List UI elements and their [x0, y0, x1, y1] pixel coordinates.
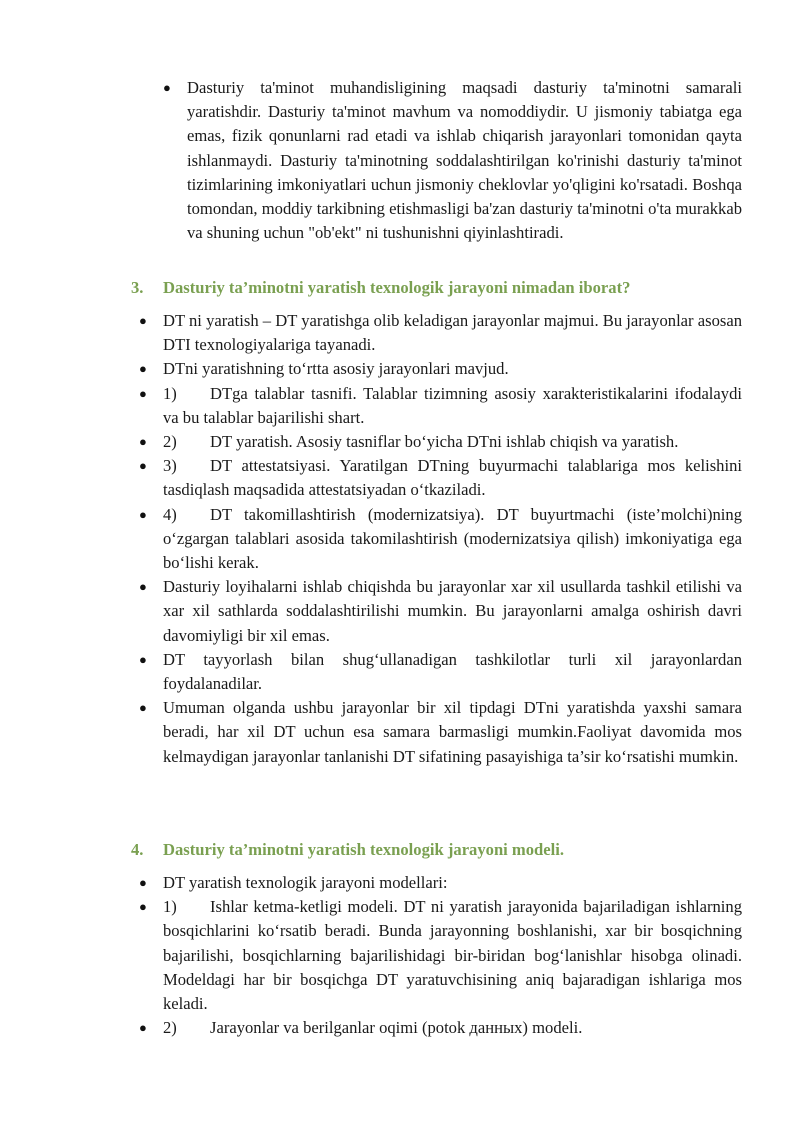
list-item	[139, 575, 742, 648]
list-item-text: DT yaratish. Asosiy tasniflar bo‘yicha DTni ishlab chiqish va yaratish.	[210, 432, 679, 452]
section-3-number: 3.	[131, 278, 144, 297]
section-4-list	[139, 871, 742, 1040]
list-item	[139, 382, 742, 430]
list-item	[139, 871, 742, 895]
bullet-icon: ●	[139, 899, 147, 915]
list-item	[163, 76, 742, 245]
section-4-heading	[131, 838, 751, 862]
bullet-icon: ●	[139, 700, 147, 716]
list-item	[139, 648, 742, 696]
intro-list	[163, 76, 742, 245]
bullet-icon: ●	[139, 458, 147, 474]
list-item-text: DTni yaratishning to‘rtta asosiy jarayonlari mavjud.	[163, 359, 509, 379]
list-item	[139, 895, 742, 1016]
list-item-number: 1)	[163, 897, 177, 917]
list-item	[139, 503, 742, 576]
bullet-icon: ●	[139, 651, 147, 667]
list-item-text: DT ni yaratish – DT yaratishga olib keladigan jarayonlar majmui. Bu jarayonlar asosan DTI texnologiyalariga tayanadi.	[163, 311, 742, 355]
bullet-icon: ●	[139, 361, 147, 377]
list-item-text: DT takomillashtirish (modernizatsiya). DT buyurtmachi (iste’molchi)ning o‘zgargan talablari asosida takomilashtirish (modernizatsiya qilish) imkoniyatiga ega bo‘lishi kerak.	[163, 504, 742, 573]
list-item	[139, 696, 742, 769]
bullet-icon: ●	[139, 875, 147, 890]
list-item-number: 2)	[163, 1018, 177, 1038]
list-item-text: Dasturiy loyihalarni ishlab chiqishda bu jarayonlar xar xil usullarda tashkil etilishi va xar xil sathlarda soddalashtirilishi mumkin. Bu jarayonlarni amalga oshirish davri davomiyligi bir xil emas.	[163, 577, 742, 645]
bullet-icon: ●	[163, 80, 171, 95]
bullet-icon: ●	[139, 434, 147, 450]
section-4-number: 4.	[131, 840, 144, 859]
list-item-number: 2)	[163, 432, 177, 452]
list-item	[139, 357, 742, 381]
section-3-list	[139, 309, 742, 769]
list-item-text: Ishlar ketma-ketligi modeli. DT ni yaratish jarayonida bajariladigan ishlarning bosqichlarini ko‘rsatib beradi. Bunda jarayonning boshlanishi, xar bir bosqichning bajarilishi, bosqichlarning bajarilishidagi bir-biridan bog‘lanishlar hisobga olinadi. Modeldagi har bir bosqichga DT yaratuvchisining aniq bajaradigan ishlariga mos keladi.	[163, 897, 742, 1014]
section-3-heading	[131, 276, 751, 300]
list-item-text: Jarayonlar va berilganlar oqimi (potok данных) modeli.	[210, 1018, 583, 1038]
list-item-text: DTga talablar tasnifi. Talablar tizimning asosiy xarakteristikalarini ifodalaydi va bu talablar bajarilishi shart.	[163, 383, 742, 427]
bullet-icon: ●	[139, 1020, 147, 1036]
list-item-text: Umuman olganda ushbu jarayonlar bir xil tipdagi DTni yaratishda yaxshi samara beradi, har xil DT uchun esa samara barmasligi mumkin.Faoliyat davomida mos kelmaydigan jarayonlar tanlanishi DT sifatining pasayishiga ta’sir ko‘rsatishi mumkin.	[163, 698, 742, 766]
list-item-number: 4)	[163, 504, 177, 524]
bullet-icon: ●	[139, 579, 147, 595]
list-item-number: 1)	[163, 383, 177, 403]
list-item	[139, 1016, 742, 1040]
list-item-number: 3)	[163, 456, 177, 476]
list-item-text: DT yaratish texnologik jarayoni modellari:	[163, 873, 448, 892]
bullet-icon: ●	[139, 313, 147, 328]
list-item	[139, 430, 742, 454]
list-item-text: Dasturiy ta'minot muhandisligining maqsadi dasturiy ta'minotni samarali yaratishdir. Dasturiy ta'minot mavhum va nomoddiydir. U jismoniy tabiatga ega emas, fizik qonunlarni rad etadi va ishlab chiqarish jarayonlari tomonidan qayta ishlanmaydi. Dasturiy ta'minotning soddalashtirilgan ko'rinishi dasturiy ta'minot tizimlarining imkoniyatlari uchun jismoniy cheklovlar yo'qligini ko'rsatadi. Boshqa tomondan, moddiy tarkibning etishmasligi ba'zan dasturiy ta'minotni o'ta murakkab va shuning uchun "ob'ekt" ni tushunishni qiyinlashtiradi.	[187, 78, 742, 243]
bullet-icon: ●	[139, 506, 147, 522]
list-item	[139, 454, 742, 502]
list-item-text: DT attestatsiyasi. Yaratilgan DTning buyurmachi talablariga mos kelishini tasdiqlash maqsadida attestatsiyadan o‘tkaziladi.	[163, 456, 742, 500]
section-4-title: Dasturiy ta’minotni yaratish texnologik jarayoni modeli.	[163, 840, 565, 859]
list-item-text: DT tayyorlash bilan shug‘ullanadigan tashkilotlar turli xil jarayonlardan foydalanadilar.	[163, 649, 742, 694]
section-3-title: Dasturiy ta’minotni yaratish texnologik jarayoni nimadan iborat?	[163, 278, 631, 297]
list-item	[139, 309, 742, 357]
bullet-icon: ●	[139, 385, 147, 401]
